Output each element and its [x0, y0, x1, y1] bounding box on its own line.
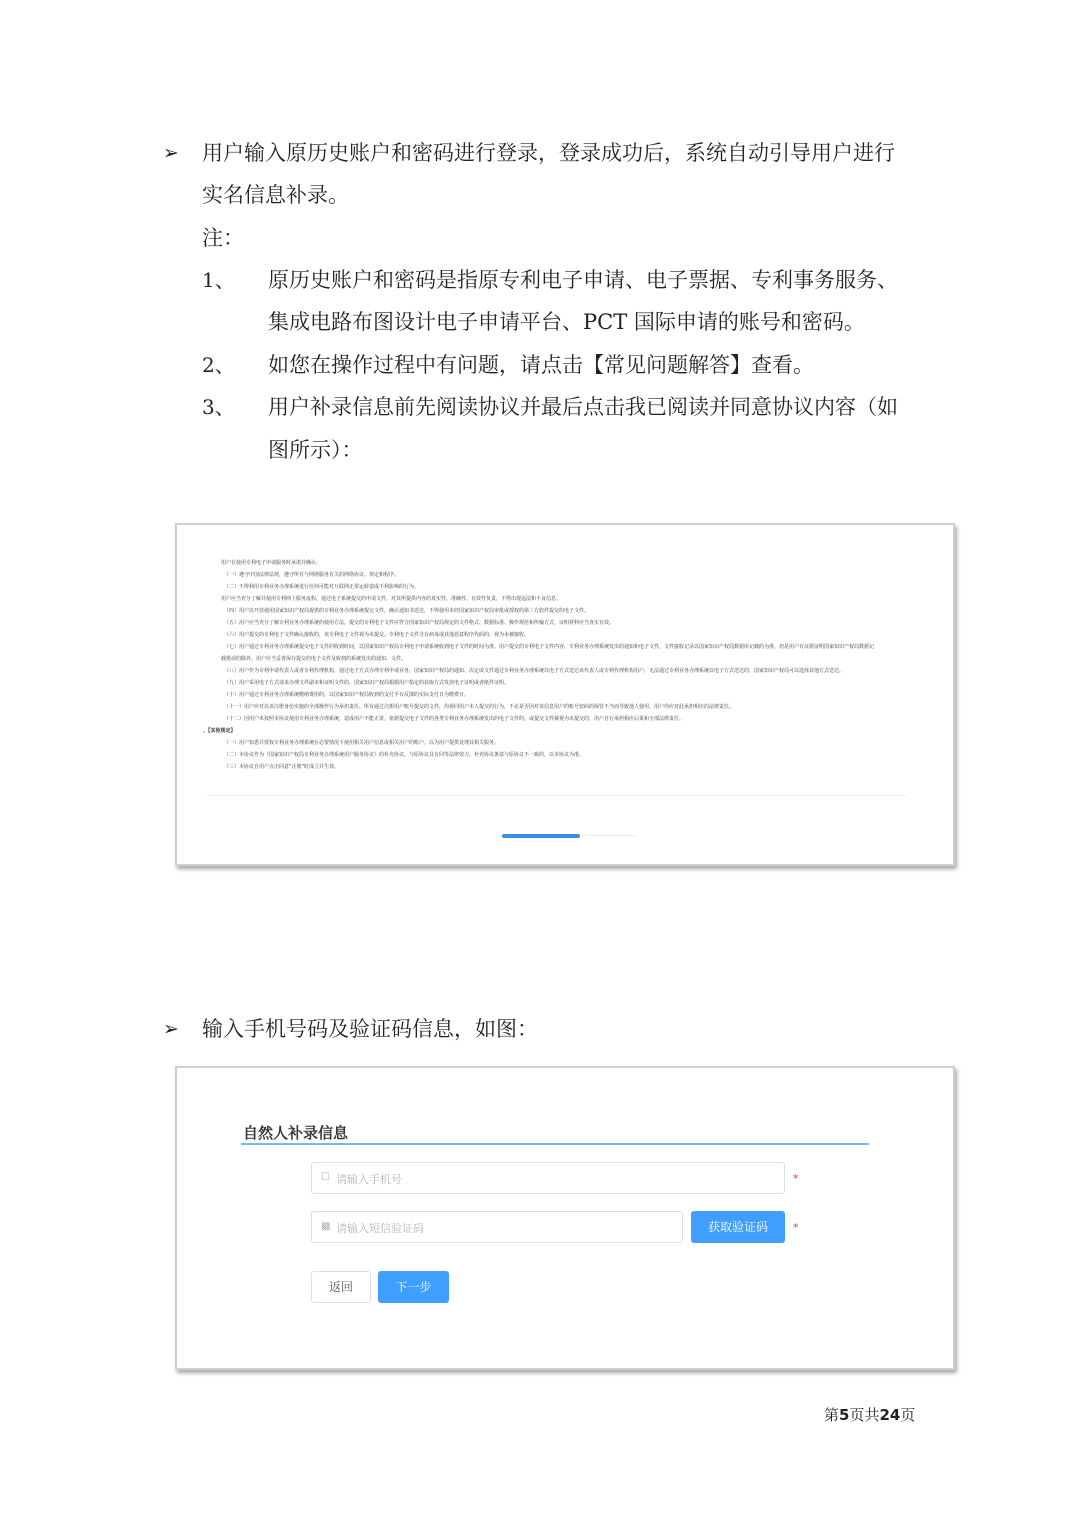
total-pages: 24	[879, 1406, 901, 1424]
scroll-track	[582, 835, 637, 836]
agreement-line: 用户在使用专利电子申请服务时承诺并确认：	[221, 560, 322, 566]
page-number	[824, 1404, 915, 1426]
agreement-line: （二）不得利用专利业务办理系统进行任何可能对互联网正常运转造成不利影响的行为。	[224, 584, 420, 590]
get-code-button[interactable]: 获取验证码	[691, 1211, 785, 1243]
footer-prefix: 第	[824, 1406, 840, 1424]
next-button[interactable]: 下一步	[378, 1271, 449, 1303]
phone-placeholder: 请输入手机号	[336, 1173, 402, 1186]
note-text: 图所示）：	[268, 438, 363, 462]
paragraph-line: 实名信息补录。	[202, 183, 349, 207]
bullet-icon: ➢	[163, 142, 179, 164]
agreement-line: （一）遵守中国法律法规，遵守所有与网络服务有关的网络协议、规定和程序。	[224, 572, 400, 578]
agreement-line: （二）本协议作为《国家知识产权局专利业务办理系统用户服务协议》的补充协议，与原协议具有同等法律效力。补充协议条款与原协议不一致的，以本协议为准。	[224, 752, 585, 758]
note-text: 如您在操作过程中有问题，请点击【常见问题解答】查看。	[268, 353, 814, 377]
title-underline	[241, 1143, 869, 1145]
back-button[interactable]: 返回	[311, 1271, 371, 1303]
agreement-text	[203, 557, 941, 773]
agreement-line: （三）本协议自用户点击同意“注册”时成立并生效。	[224, 764, 340, 770]
agreement-line: 载错误的除外。用户应当妥善保存提交的电子文件及收到的系统发出的通知、文件。	[221, 656, 407, 662]
phone-icon: ☐	[321, 1172, 330, 1183]
paragraph-line: 输入手机号码及验证码信息，如图：	[202, 1017, 538, 1041]
form-title: 自然人补录信息	[243, 1124, 349, 1142]
footer-suffix: 页	[900, 1406, 916, 1424]
bullet-icon: ➢	[163, 1018, 179, 1040]
sms-placeholder: 请输入短信验证码	[336, 1222, 424, 1235]
agreement-line: （七）用户通过专利业务办理系统提交电子文件的收到时间，以国家知识产权局专利电子申请系统收到电子文件的时间为准。用户提交的专利电子文件内容、专利业务办理系统发出的通知和电子文件，文件接收记录以国家知识产权局数据库记载的为准，但是用户有证据证明国家知识产权局数据记	[224, 644, 875, 650]
agreement-line: （八）用户作为专利申请代表人或者专利代理机构，通过电子方式办理专利申请业务，国家知识产权局的通知、决定或文件通过专利业务办理系统以电子方式送达该代表人或专利代理机构用户。无法通过专利业务办理系统以电子方式送达的，国家知识产权局可以选择其他方式送达。	[224, 668, 845, 674]
message-icon: ▩	[321, 1221, 331, 1232]
required-mark: *	[793, 1221, 799, 1234]
agreement-section-heading: 、【其他规定】	[203, 728, 236, 734]
agreement-line: （十）用户通过专利业务办理系统缴纳费用的，以国家知识产权局收到的支付平台反馈的实际支付日为缴费日。	[224, 692, 470, 698]
footer-middle: 页共	[849, 1406, 880, 1424]
phone-input[interactable]	[311, 1162, 785, 1194]
current-page: 5	[839, 1406, 850, 1424]
agreement-screenshot	[175, 523, 955, 866]
scroll-indicator[interactable]	[502, 834, 580, 838]
note-number: 3、	[202, 395, 235, 419]
agreement-line: （十一）用户应对以该注册身份实施的全部操作行为承担责任。所有通过注册用户账号提交的文件，均视同用户本人提交的行为，不论是否因对该信息用户的账号密码的保管不当而导致他人使用，用户均应对此承担相应的法律责任。	[224, 704, 735, 710]
agreement-line: （四）用户以开放使用国家知识产权局提供的专利业务办理系统提交文件，确认通知书送达，不得使用未经国家知识产权局审批或授权的第三方软件提交的电子文件。	[224, 608, 590, 614]
note-text: 集成电路布图设计电子申请平台、PCT 国际申请的账号和密码。	[268, 310, 865, 334]
note-label: 注：	[202, 226, 244, 250]
agreement-line: （九）用户采用电子方式请求办理文件副本和证明文件的，国家知识产权局根据用户指定的获取方式发放电子证明或者纸件证明。	[224, 680, 510, 686]
agreement-line: （一）用户知悉并授权专利业务办理系统在必要情况下使用相关用户信息或相关用户的账户，以为用户提供处理其相关服务。	[224, 740, 500, 746]
sms-code-input[interactable]	[311, 1211, 683, 1243]
agreement-line: （六）用户提交的专利电子文件确认接收的，该专利电子文件视为未提交。专利电子文件含有病毒或其他恶意程序代码的，视为未被接收。	[224, 632, 530, 638]
note-number: 1、	[202, 268, 235, 292]
note-text: 原历史账户和密码是指原专利电子申请、电子票据、专利事务服务、	[268, 268, 898, 292]
agreement-line: （五）用户应当充分了解专利业务办理系统的使用方法，提交的专利电子文件应符合国家知识产权局规定的文件格式、数据标准、操作规范和传输方式，证明材料应当真实有效。	[224, 620, 615, 626]
required-mark: *	[793, 1172, 799, 1185]
agreement-line: 用户应当充分了解并使用专利网上服务流程，通过电子系统提交的申请文件，对其所提供内容的真实性、准确性、有效性负责，不得出现违法和不良信息。	[221, 596, 562, 602]
note-number: 2、	[202, 353, 235, 377]
form-screenshot	[175, 1066, 955, 1370]
paragraph-line: 用户输入原历史账户和密码进行登录，登录成功后，系统自动引导用户进行	[202, 141, 895, 165]
divider	[207, 795, 907, 796]
note-text: 用户补录信息前先阅读协议并最后点击我已阅读并同意协议内容（如	[268, 395, 898, 419]
agreement-line: （十二）因用户未按照本协议使用专利业务办理系统，造成用户不能正常，依据提交电子文件的各类专利业务办理系统发出的电子文件的，或提交文件被视为未提交的，用户自行承担相应后果和全部法律责任。	[224, 716, 685, 722]
